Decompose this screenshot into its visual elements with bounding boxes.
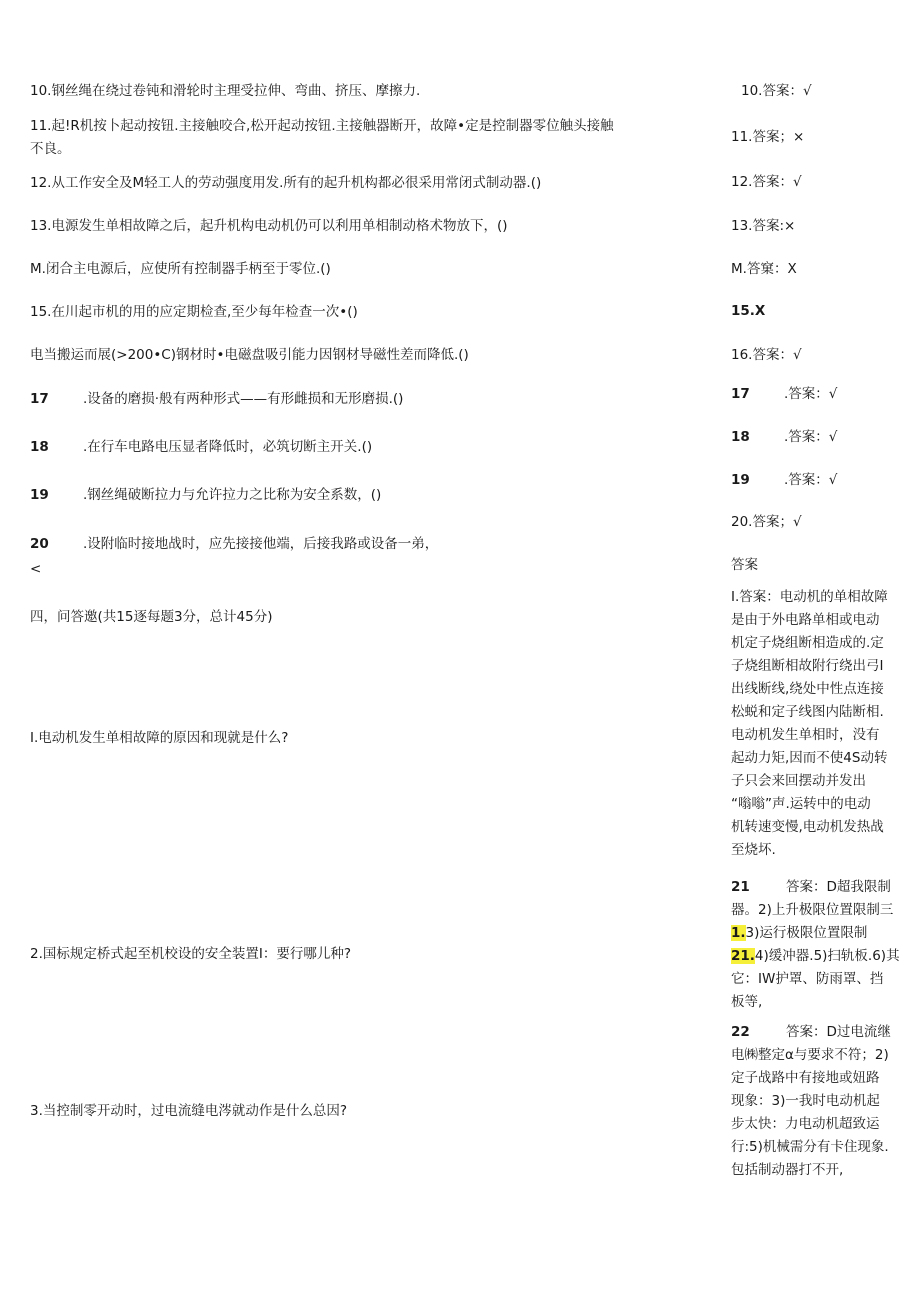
answer-21-line-3 — [731, 922, 906, 945]
answer-19-text: .答案：√ — [784, 472, 838, 488]
answer-18 — [731, 426, 911, 448]
answer-line: 现象：3)一我时电动机起 — [731, 1093, 880, 1109]
answer-line: 子只会来回摆动并发出 — [731, 773, 866, 789]
answer-14: M.答窠：X — [731, 261, 797, 277]
question-18-text: .在行车电路电压显者降低时，必筑切断主开关.() — [83, 439, 373, 455]
question-11-line-1: 11.起!R机按卜起动按钮.主接触咬合,松开起动按钮.主接触器断开，故障•定是控制器零位触头接触 — [30, 118, 614, 134]
essay-question-3: 3.当控制零开动时，过电流缝电涔就动作是什么总因? — [30, 1103, 348, 1119]
answer-21-line-4 — [731, 945, 906, 968]
question-17-number: 17 — [30, 391, 49, 407]
answer-line: 器。2)上升极限位置限制三 — [731, 902, 894, 918]
answer-line: 机转速变慢,电动机发热战 — [731, 819, 884, 835]
answer-line: 步太快：力电动机超致运 — [731, 1116, 880, 1132]
answer-17 — [731, 383, 911, 405]
question-19-number: 19 — [30, 487, 49, 503]
answer-line: 子烧组断相故附行绕出弓I — [731, 658, 884, 674]
answer-line: 电㈱整定α与要求不符；2) — [731, 1047, 889, 1063]
answer-line: 出线断线,绕处中性点连接 — [731, 681, 884, 697]
answer-22-number: 22 — [731, 1024, 750, 1040]
question-14: M.闭合主电源后，应使所有控制器手柄至于零位.() — [30, 261, 331, 277]
question-10: 10.钢丝绳在绕过卷钝和滑轮时主理受拉伸、弯曲、挤压、摩擦力. — [30, 83, 421, 99]
answer-line: I.答案：电动机的单相故障 — [731, 589, 888, 605]
question-15: 15.在川起市机的用的应定期检查,至少每年检查一次•() — [30, 304, 358, 320]
answer-12: 12.答案：√ — [731, 174, 802, 190]
answer-line: 4)缓冲器.5)扫轨板.6)其 — [754, 948, 900, 964]
answer-line: 板等, — [731, 994, 763, 1010]
answer-line: 松蜕和定子线图内陆断相. — [731, 704, 884, 720]
question-19-text: .钢丝绳破断拉力与允许拉力之比称为安全系数，() — [83, 487, 382, 503]
answer-22-text: 答案：D过电流继 — [786, 1024, 891, 1040]
answer-17-number: 17 — [731, 386, 750, 402]
answer-15: 15.X — [731, 303, 766, 319]
highlight-mark: 21. — [731, 948, 755, 964]
question-20-continuation: < — [30, 561, 42, 577]
answer-line: “嗡嗡”声.运转中的电动 — [731, 796, 871, 812]
answer-essay-2 — [731, 876, 906, 1014]
section-4-heading: 四，问答邀(共15逐每题3分，总计45分) — [30, 609, 273, 625]
answer-20: 20.答案；√ — [731, 514, 802, 530]
answer-line: 3)运行极限位置限制 — [745, 925, 868, 941]
answer-essay-1 — [731, 586, 906, 862]
answers-heading: 答案 — [731, 557, 758, 573]
question-20-number: 20 — [30, 536, 49, 552]
answer-21-number: 21 — [731, 879, 750, 895]
answer-11: 11.答案；× — [731, 129, 805, 145]
essay-question-1: I.电动机发生单相故障的原因和现就是什么? — [30, 730, 289, 746]
question-18-number: 18 — [30, 439, 49, 455]
question-17-text: .设备的磨损·般有两种形式——有形雌损和无形磨损.() — [83, 391, 404, 407]
answer-21-text: 答案：D超我限制 — [786, 879, 891, 895]
answer-line: 行:5)机械需分有卡住现象. — [731, 1139, 889, 1155]
answer-19-number: 19 — [731, 472, 750, 488]
question-16: 电当搬运而展(>200•C)钢材时•电磁盘吸引能力因钢材导磁性差而降低.() — [30, 347, 469, 363]
answer-line: 它：IW护罩、防雨罩、挡 — [731, 971, 884, 987]
answer-22-line-1 — [731, 1021, 906, 1044]
answer-essay-3 — [731, 1021, 906, 1182]
question-13: 13.电源发生单相故障之后，起升机构电动机仍可以利用单相制动格术物放下，() — [30, 218, 508, 234]
answer-line: 起动力矩,因而不使4S动转 — [731, 750, 888, 766]
answer-line: 至烧坏. — [731, 842, 776, 858]
answer-line: 包括制动器打不开, — [731, 1162, 844, 1178]
answer-10: 10.答案：√ — [741, 83, 812, 99]
answer-13: 13.答案:× — [731, 218, 796, 234]
answer-line: 定子战路中有接地或妞路 — [731, 1070, 880, 1086]
answer-18-text: .答案：√ — [784, 429, 838, 445]
question-20-text: .设附临时接地战时，应先接接他端，后接我路或设备一弟， — [83, 536, 439, 552]
answer-19 — [731, 469, 911, 491]
answer-line: 电动机发生单相时，没有 — [731, 727, 880, 743]
answer-line: 机定子烧组断相造成的.定 — [731, 635, 884, 651]
question-12: 12.从工作安全及M轻工人的劳动强度用发.所有的起升机构都必很采用常闭式制动器.() — [30, 175, 542, 191]
essay-question-2: 2.国标规定桥式起至机校设的安全装置I：要行哪儿种? — [30, 946, 352, 962]
answer-17-text: .答案：√ — [784, 386, 838, 402]
answer-18-number: 18 — [731, 429, 750, 445]
question-11-line-2: 不良。 — [30, 141, 71, 157]
highlight-mark: 1. — [731, 925, 746, 941]
answer-16: 16.答案：√ — [731, 347, 802, 363]
answer-line: 是由于外电路单相或电动 — [731, 612, 880, 628]
answer-21-line-1 — [731, 876, 906, 899]
